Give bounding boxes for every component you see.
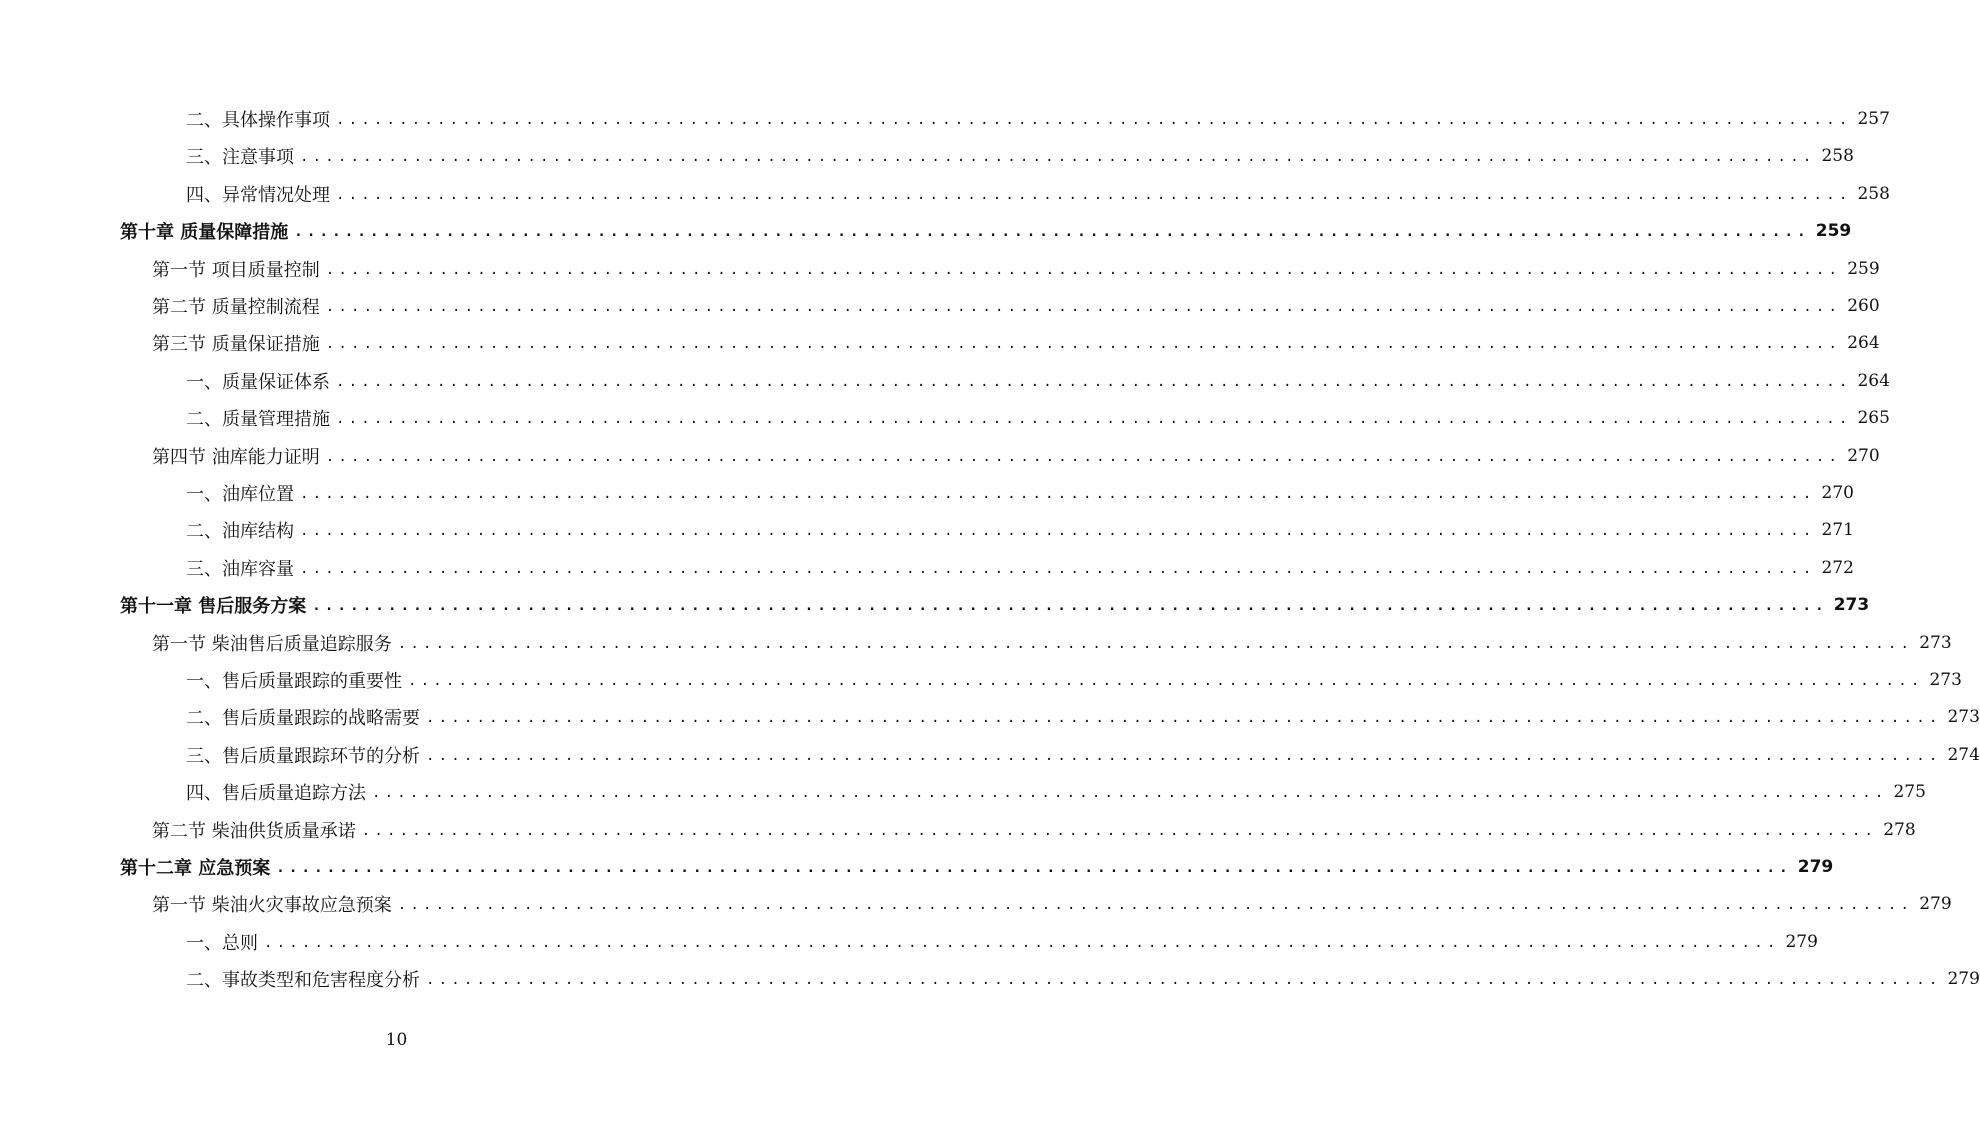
toc-entry-title: 第三节 质量保证措施 xyxy=(152,334,320,356)
toc-leader-dots: ........................................................................................................................ xyxy=(336,112,1852,128)
toc-entry-page: 279 xyxy=(1785,931,1818,952)
toc-entry-page: 257 xyxy=(1857,109,1890,129)
toc-entry[interactable] xyxy=(152,291,1880,321)
toc-entry-page: 279 xyxy=(1947,969,1980,990)
toc-leader-dots: ........................................................................................................................ xyxy=(276,860,1792,876)
toc-entry[interactable] xyxy=(120,216,1852,246)
toc-leader-dots: ........................................................................................................................ xyxy=(325,261,1842,278)
toc-entry-title: 第十章 质量保障措施 xyxy=(120,222,289,244)
toc-leader-dots: ........................................................................................................................ xyxy=(294,224,1810,241)
toc-entry-title: 一、总则 xyxy=(186,932,258,954)
toc-entry-title: 三、售后质量跟踪环节的分析 xyxy=(186,745,420,767)
toc-entry-page: 270 xyxy=(1847,445,1880,466)
toc-entry[interactable] xyxy=(120,852,1834,882)
toc-entry-title: 三、油库容量 xyxy=(186,558,294,580)
toc-leader-dots: ........................................................................................................................ xyxy=(325,448,1842,465)
toc-entry-page: 259 xyxy=(1815,221,1852,242)
toc-entry[interactable] xyxy=(186,702,1980,732)
toc-entry[interactable] xyxy=(152,889,1952,919)
toc-leader-dots: ........................................................................................................................ xyxy=(336,411,1852,428)
toc-entry[interactable] xyxy=(186,777,1926,807)
toc-entry-title: 二、质量管理措施 xyxy=(186,409,330,431)
toc-entry-title: 一、售后质量跟踪的重要性 xyxy=(186,671,402,692)
toc-leader-dots: ........................................................................................................................ xyxy=(300,149,1816,166)
toc-entry-title: 第一节 项目质量控制 xyxy=(152,259,320,281)
toc-entry[interactable] xyxy=(186,515,1854,545)
toc-entry[interactable] xyxy=(186,553,1854,583)
toc-entry[interactable] xyxy=(152,628,1952,658)
toc-entry[interactable] xyxy=(152,815,1916,845)
toc-entry-title: 第十一章 售后服务方案 xyxy=(120,596,307,618)
toc-entry-page: 273 xyxy=(1947,707,1980,728)
toc-entry-page: 275 xyxy=(1893,782,1926,803)
toc-entry-page: 258 xyxy=(1821,146,1854,167)
toc-entry-title: 第二节 柴油供货质量承诺 xyxy=(152,820,356,842)
toc-entry-title: 四、售后质量追踪方法 xyxy=(186,783,366,805)
toc-leader-dots: ........................................................................................................................ xyxy=(300,560,1816,577)
toc-leader-dots: ........................................................................................................................ xyxy=(372,785,1888,802)
toc-entry-title: 二、油库结构 xyxy=(186,521,294,543)
toc-leader-dots: ........................................................................................................................ xyxy=(426,972,1942,989)
toc-leader-dots: ........................................................................................................................ xyxy=(264,934,1780,951)
page-number: 10 xyxy=(385,1030,408,1050)
toc-entry-page: 264 xyxy=(1857,370,1890,391)
toc-entry-page: 273 xyxy=(1919,632,1952,653)
toc-leader-dots: ........................................................................................................................ xyxy=(300,523,1816,540)
toc-entry-title: 二、事故类型和危害程度分析 xyxy=(186,970,420,992)
toc-entry[interactable] xyxy=(186,366,1890,396)
toc-entry-page: 258 xyxy=(1857,183,1890,204)
toc-entry-page: 272 xyxy=(1821,557,1854,578)
toc-entry-page: 279 xyxy=(1919,894,1952,915)
toc-entry-page: 265 xyxy=(1857,408,1890,429)
toc-entry[interactable] xyxy=(186,927,1818,957)
toc-leader-dots: ........................................................................................................................ xyxy=(408,673,1924,689)
toc-entry[interactable] xyxy=(186,478,1854,508)
toc-leader-dots: ........................................................................................................................ xyxy=(397,897,1914,914)
toc-entry[interactable] xyxy=(120,590,1870,620)
toc-entry-title: 二、具体操作事项 xyxy=(186,110,330,131)
toc-entry-page: 279 xyxy=(1797,857,1834,877)
toc-leader-dots: ........................................................................................................................ xyxy=(325,336,1842,353)
toc-entry-page: 271 xyxy=(1821,520,1854,541)
toc-entry[interactable] xyxy=(186,740,1980,770)
toc-entry-page: 273 xyxy=(1929,670,1962,690)
toc-entry[interactable] xyxy=(186,179,1890,209)
toc-leader-dots: ........................................................................................................................ xyxy=(361,822,1878,839)
toc-entry[interactable] xyxy=(186,104,1890,134)
toc-entry-title: 三、注意事项 xyxy=(186,147,294,169)
toc-entry[interactable] xyxy=(186,141,1854,171)
toc-entry[interactable] xyxy=(152,254,1880,284)
toc-leader-dots: ........................................................................................................................ xyxy=(336,186,1852,203)
toc-entry-page: 260 xyxy=(1847,296,1880,316)
toc-leader-dots: ........................................................................................................................ xyxy=(426,710,1942,727)
toc-entry-title: 一、质量保证体系 xyxy=(186,371,330,393)
toc-entry-page: 278 xyxy=(1883,819,1916,840)
toc-entry-title: 第二节 质量控制流程 xyxy=(152,297,320,318)
toc-entry-title: 二、售后质量跟踪的战略需要 xyxy=(186,708,420,730)
toc-leader-dots: ........................................................................................................................ xyxy=(397,635,1914,652)
toc-entry-page: 273 xyxy=(1833,595,1870,616)
toc-entry-title: 第一节 柴油火灾事故应急预案 xyxy=(152,895,392,917)
toc-leader-dots: ........................................................................................................................ xyxy=(325,299,1842,315)
toc-entry-page: 270 xyxy=(1821,483,1854,503)
toc-entry-title: 第一节 柴油售后质量追踪服务 xyxy=(152,633,392,655)
toc-entry-title: 第四节 油库能力证明 xyxy=(152,446,320,468)
toc-leader-dots: ........................................................................................................................ xyxy=(426,747,1942,764)
toc-entry[interactable] xyxy=(152,441,1880,471)
toc-entry-title: 第十二章 应急预案 xyxy=(120,858,271,879)
toc-entry[interactable] xyxy=(186,403,1890,433)
toc-entry[interactable] xyxy=(186,665,1962,695)
toc-leader-dots: ........................................................................................................................ xyxy=(312,598,1828,615)
toc-leader-dots: ........................................................................................................................ xyxy=(336,373,1852,390)
toc-entry-page: 259 xyxy=(1847,258,1880,279)
toc-leader-dots: ........................................................................................................................ xyxy=(300,486,1816,502)
toc-entry-title: 一、油库位置 xyxy=(186,484,294,505)
toc-entry-title: 四、异常情况处理 xyxy=(186,184,330,206)
toc-entry[interactable] xyxy=(186,964,1980,994)
toc-entry-page: 264 xyxy=(1847,333,1880,354)
toc-entry-page: 274 xyxy=(1947,744,1980,765)
toc-entry[interactable] xyxy=(152,328,1880,358)
